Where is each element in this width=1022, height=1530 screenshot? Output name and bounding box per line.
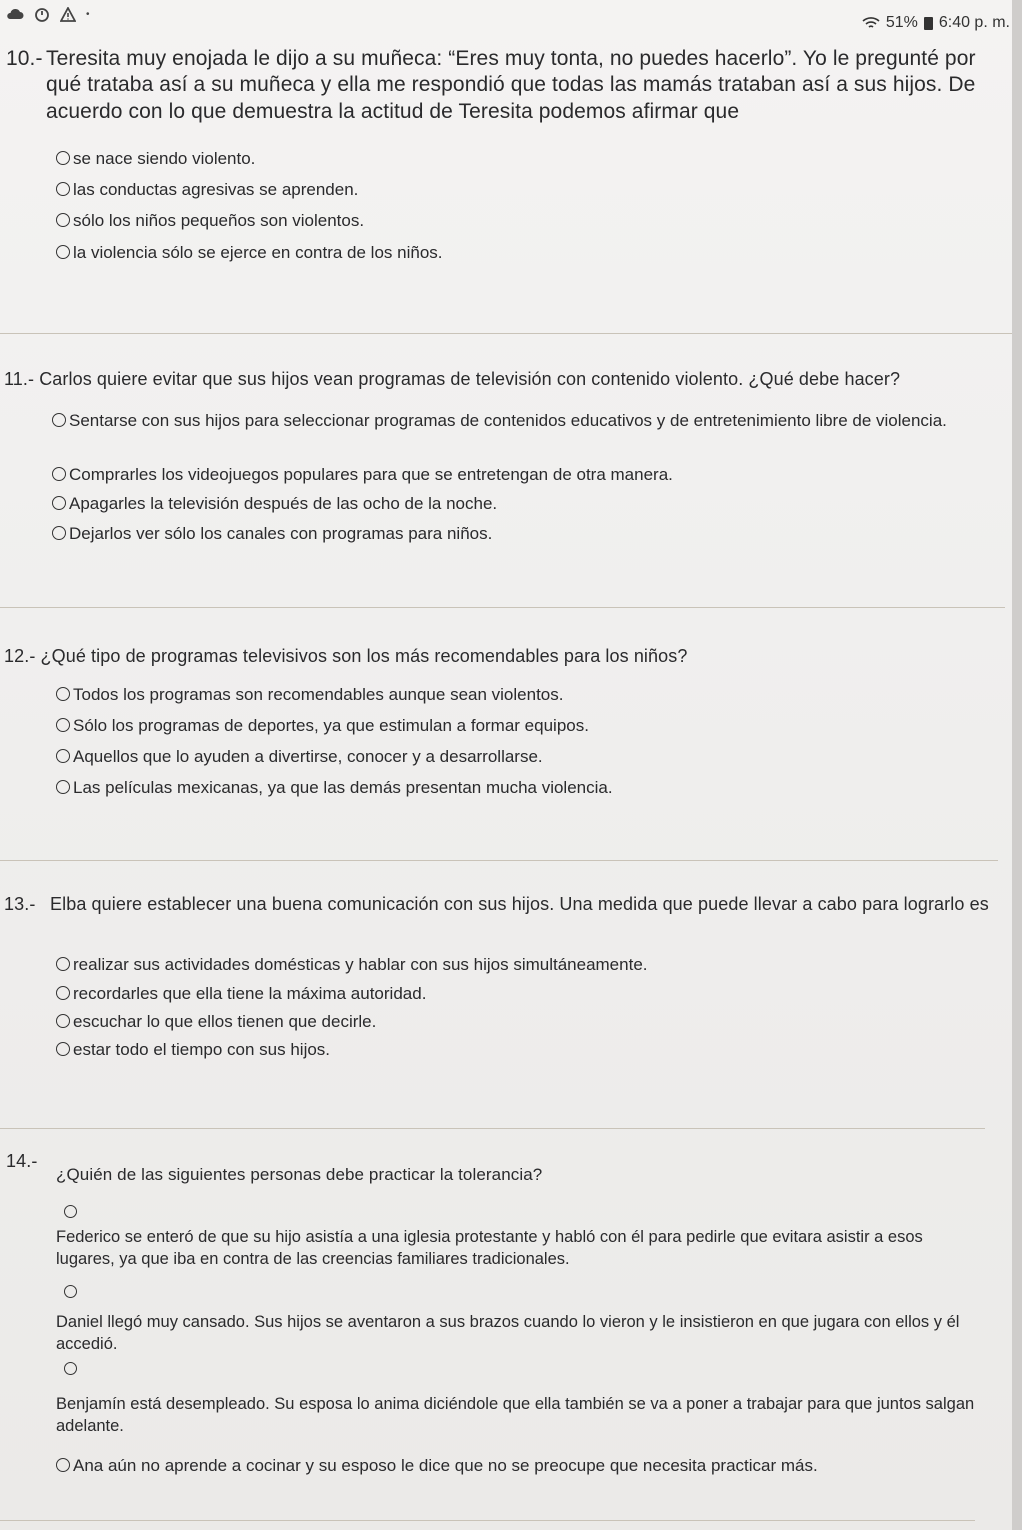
question-number: 11.- (4, 369, 35, 389)
radio-button[interactable] (52, 413, 66, 427)
timer-icon (34, 6, 50, 22)
dot-icon: • (86, 8, 90, 20)
status-bar (0, 0, 1012, 31)
radio-button[interactable] (64, 1362, 77, 1375)
radio-button[interactable] (56, 957, 70, 971)
option-label: Las películas mexicanas, ya que las demás presentan mucha violencia. (73, 778, 613, 797)
divider (0, 1128, 985, 1129)
option-14-d[interactable] (56, 1455, 818, 1477)
question-12 (4, 645, 994, 668)
battery-icon (924, 17, 933, 30)
divider (0, 860, 998, 861)
option-10-c[interactable] (56, 210, 364, 232)
option-label: Daniel llegó muy cansado. Sus hijos se aventaron a sus brazos cuando lo vieron y le insistieron en que jugara con ellos y él accedió. (56, 1313, 960, 1354)
option-10-b[interactable] (56, 179, 358, 201)
wifi-icon (862, 16, 880, 30)
option-label: Ana aún no aprende a cocinar y su esposo le dice que no se preocupe que necesita practicar más. (73, 1456, 818, 1475)
option-11-a[interactable] (52, 410, 997, 432)
radio-button[interactable] (52, 496, 66, 510)
option-11-b[interactable] (52, 464, 673, 486)
option-13-b[interactable] (56, 983, 426, 1005)
question-text (4, 368, 994, 391)
radio-button[interactable] (56, 182, 70, 196)
option-12-a[interactable] (56, 684, 563, 706)
option-13-a[interactable] (56, 954, 648, 976)
option-14-a[interactable] (56, 1227, 978, 1271)
option-label: Federico se enteró de que su hijo asistía a una iglesia protestante y habló con él para pedirle que evitara asistir a esos lugares, ya que iba en contra de las creencias familiares tradicionales. (56, 1228, 923, 1268)
question-number: 12.- (4, 646, 36, 666)
radio-button[interactable] (64, 1205, 77, 1218)
radio-button[interactable] (56, 245, 70, 259)
option-13-c[interactable] (56, 1011, 376, 1033)
clock-time: 6:40 p. m. (938, 14, 1010, 31)
option-label: realizar sus actividades domésticas y hablar con sus hijos simultáneamente. (73, 955, 648, 974)
option-label: recordarles que ella tiene la máxima autoridad. (73, 984, 427, 1003)
radio-button[interactable] (52, 526, 66, 540)
warning-icon (60, 7, 76, 22)
question-number: 10.- (6, 47, 43, 70)
option-12-b[interactable] (56, 715, 589, 737)
radio-button[interactable] (56, 687, 70, 701)
question-11 (4, 368, 994, 391)
option-label: Apagarles la televisión después de las ocho de la noche. (69, 494, 498, 513)
radio-button[interactable] (56, 986, 70, 1000)
option-12-c[interactable] (56, 746, 543, 768)
option-label: Sólo los programas de deportes, ya que estimulan a formar equipos. (73, 716, 589, 735)
cloud-icon (6, 8, 24, 20)
option-12-d[interactable] (56, 777, 613, 799)
battery-percent: 51% (885, 14, 918, 31)
question-number: 13.- (4, 894, 36, 914)
option-label: se nace siendo violento. (73, 149, 256, 168)
option-label: Comprarles los videojuegos populares para que se entretengan de otra manera. (69, 465, 673, 484)
option-14-b[interactable] (56, 1311, 978, 1356)
radio-button[interactable] (56, 213, 70, 227)
option-10-a[interactable] (56, 148, 255, 170)
radio-button[interactable] (56, 1042, 70, 1056)
question-body: Carlos quiere evitar que sus hijos vean programas de televisión con contenido violento. ¿Qué debe hacer? (39, 369, 901, 389)
option-label: las conductas agresivas se aprenden. (73, 180, 359, 199)
option-14-c[interactable] (56, 1393, 978, 1438)
radio-button[interactable] (56, 749, 70, 763)
question-13 (4, 893, 992, 916)
option-label: Dejarlos ver sólo los canales con programas para niños. (69, 524, 493, 543)
divider (0, 1520, 975, 1521)
device-edge (1012, 0, 1022, 1530)
option-label: sólo los niños pequeños son violentos. (73, 211, 365, 230)
option-11-c[interactable] (52, 493, 497, 515)
radio-button[interactable] (52, 467, 66, 481)
option-label: Todos los programas son recomendables aunque sean violentos. (73, 685, 564, 704)
divider (0, 333, 1012, 334)
option-10-d[interactable] (56, 242, 443, 264)
question-body: Teresita muy enojada le dijo a su muñeca: “Eres muy tonta, no puedes hacerlo”. Yo le pregunté por qué trataba así a su muñeca y ella me respondió que todas las mamás trataban así a sus hijos. De acuerdo con lo que demuestra la actitud de Teresita podemos afirmar que (46, 47, 976, 123)
radio-button[interactable] (56, 718, 70, 732)
radio-button[interactable] (64, 1285, 77, 1298)
option-label: escuchar lo que ellos tienen que decirle. (73, 1012, 377, 1031)
option-label: estar todo el tiempo con sus hijos. (73, 1040, 331, 1059)
question-text (4, 893, 992, 916)
option-11-d[interactable] (52, 523, 492, 545)
radio-button[interactable] (56, 780, 70, 794)
option-label: Sentarse con sus hijos para seleccionar programas de contenidos educativos y de entretenimiento libre de violencia. (69, 411, 947, 430)
question-text (6, 46, 1012, 125)
option-label: Aquellos que lo ayuden a divertirse, conocer y a desarrollarse. (73, 747, 543, 766)
question-number: 14.- (6, 1151, 38, 1171)
radio-button[interactable] (56, 1014, 70, 1028)
option-label: Benjamín está desempleado. Su esposa lo anima diciéndole que ella también se va a poner a trabajar para que juntos salgan adelante. (56, 1395, 975, 1436)
question-body: ¿Quién de las siguientes personas debe practicar la tolerancia? (56, 1165, 543, 1184)
question-body: Elba quiere establecer una buena comunicación con sus hijos. Una medida que puede llevar a cabo para lograrlo es (50, 894, 989, 914)
option-13-d[interactable] (56, 1039, 330, 1061)
divider (0, 607, 1005, 608)
radio-button[interactable] (56, 1458, 70, 1472)
option-label: la violencia sólo se ejerce en contra de los niños. (73, 243, 443, 262)
question-10 (6, 46, 1012, 125)
question-text (4, 645, 994, 668)
radio-button[interactable] (56, 151, 70, 165)
question-body: ¿Qué tipo de programas televisivos son los más recomendables para los niños? (40, 646, 688, 666)
